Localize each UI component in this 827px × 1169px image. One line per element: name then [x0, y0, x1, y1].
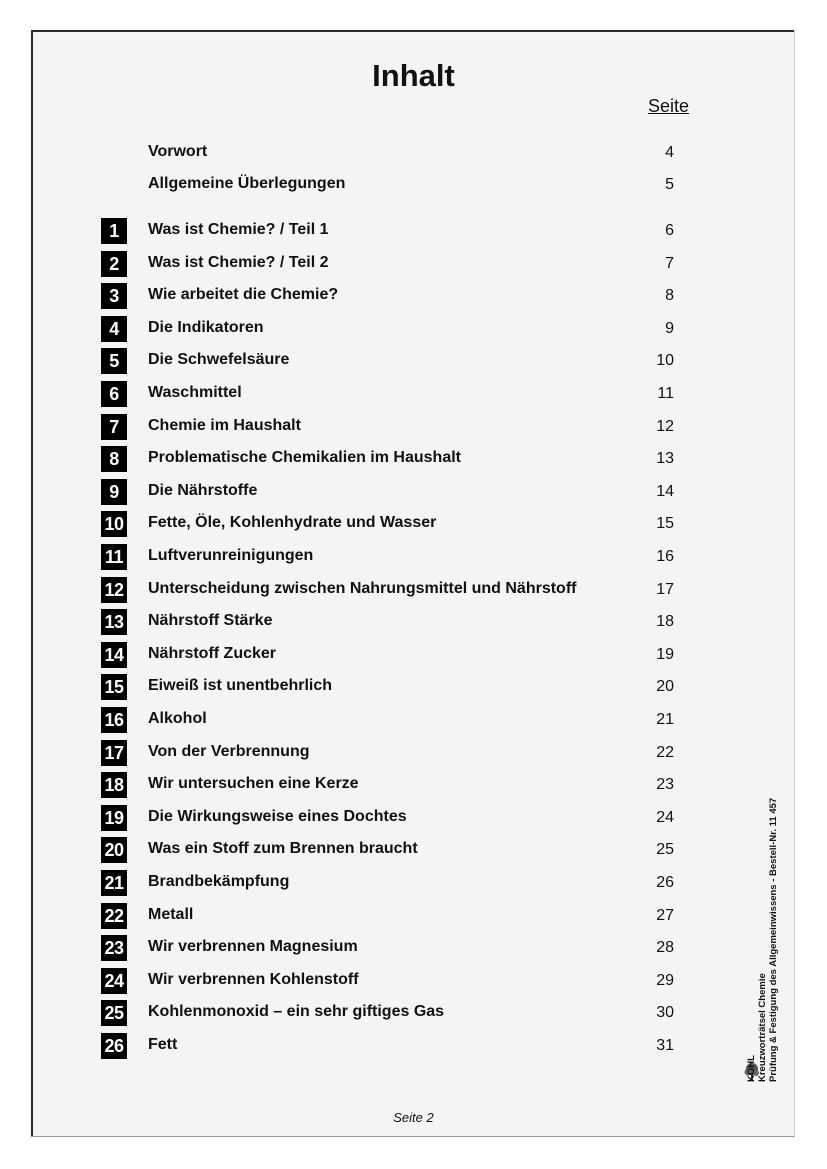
toc-entry-page: 20 — [656, 678, 674, 696]
toc-entry-title: Waschmittel — [148, 384, 242, 401]
toc-entry-title: Nährstoff Stärke — [148, 612, 273, 630]
toc-entry-title: Von der Verbrennung — [148, 742, 310, 760]
toc-entry — [0, 511, 827, 537]
toc-entry-page: 30 — [656, 1004, 674, 1022]
toc-entry — [0, 251, 827, 277]
side-note — [746, 702, 779, 1082]
toc-entry-page: 16 — [656, 548, 674, 565]
chapter-number-badge: 22 — [101, 903, 127, 929]
toc-entry-title: Eiweiß ist unentbehrlich — [148, 677, 333, 695]
toc-entry — [0, 870, 827, 896]
toc-entry — [0, 1000, 827, 1026]
toc-entry-title: Unterscheidung zwischen Nahrungsmittel und Nährstoff — [148, 579, 577, 597]
chapter-number-badge: 2 — [101, 251, 127, 277]
toc-entry-page: 8 — [665, 287, 674, 305]
page-edge-bottom — [31, 1136, 795, 1137]
chapter-number-badge: 3 — [101, 283, 127, 309]
toc-entry-page: 15 — [656, 515, 674, 533]
toc-entry-title: Chemie im Haushalt — [148, 416, 301, 434]
toc-entry-title: Wir untersuchen eine Kerze — [148, 775, 359, 793]
toc-entry — [0, 772, 827, 798]
page-title: Inhalt — [372, 58, 455, 93]
toc-entry-page: 28 — [656, 939, 674, 957]
page-column-header: Seite — [648, 96, 690, 116]
chapter-number-badge: 25 — [101, 1000, 127, 1026]
toc-entry — [0, 837, 827, 863]
toc-entry-page: 10 — [656, 352, 674, 370]
chapter-number-badge: 11 — [101, 544, 127, 570]
toc-entry — [0, 381, 827, 407]
chapter-number-badge: 21 — [101, 870, 127, 896]
toc-entry — [0, 544, 827, 570]
toc-entry-page: 12 — [656, 417, 674, 435]
toc-entry-page: 17 — [656, 580, 674, 598]
chapter-number-badge: 24 — [101, 968, 127, 994]
chapter-number-badge: 1 — [101, 218, 127, 244]
toc-entry-page: 27 — [656, 906, 674, 924]
chapter-number-badge: 7 — [101, 414, 127, 440]
toc-entry — [0, 707, 827, 733]
toc-entry-page: 6 — [665, 222, 674, 239]
toc-entry — [0, 316, 827, 342]
toc-entry-title: Die Schwefelsäure — [148, 351, 290, 369]
chapter-number-badge: 12 — [101, 577, 127, 603]
toc-entry — [0, 740, 827, 766]
toc-entry — [0, 1033, 827, 1059]
toc-entry-title: Problematische Chemikalien im Haushalt — [148, 449, 461, 467]
toc-entry-title: Alkohol — [148, 710, 207, 727]
side-note-line1: Kreuzworträtsel Chemie — [757, 973, 768, 1082]
chapter-number-badge: 18 — [101, 772, 127, 798]
chapter-number-badge: 4 — [101, 316, 127, 342]
toc-entry — [0, 348, 827, 374]
toc-entry-title: Die Nährstoffe — [148, 481, 258, 499]
chapter-number-badge: 16 — [101, 707, 127, 733]
toc-entry-title: Wir verbrennen Magnesium — [148, 938, 358, 956]
toc-entry-title: Was ein Stoff zum Brennen braucht — [148, 840, 418, 858]
toc-entry-title: Die Wirkungsweise eines Dochtes — [148, 807, 407, 825]
toc-entry — [0, 968, 827, 994]
toc-entry-page: 7 — [665, 254, 674, 272]
chapter-number-badge: 10 — [101, 511, 127, 537]
toc-entry-title: Was ist Chemie? / Teil 2 — [148, 253, 329, 271]
toc-entry-title: Luftverunreinigungen — [148, 547, 314, 564]
chapter-number-badge: 15 — [101, 674, 127, 700]
chapter-number-badge: 9 — [101, 479, 127, 505]
chapter-number-badge: 23 — [101, 935, 127, 961]
toc-entry-page: 5 — [665, 176, 674, 193]
toc-entry-page: 24 — [656, 808, 674, 826]
toc-entry-page: 25 — [656, 841, 674, 859]
toc-entry — [0, 283, 827, 309]
toc-entry-page: 18 — [656, 613, 674, 631]
toc-entry-title: Fett — [148, 1036, 178, 1053]
toc-entry — [0, 935, 827, 961]
chapter-number-badge: 19 — [101, 805, 127, 831]
toc-entry-title: Wie arbeitet die Chemie? — [148, 286, 339, 304]
toc-entry-title: Wir verbrennen Kohlenstoff — [148, 970, 359, 988]
toc-entry-page: 22 — [656, 743, 674, 761]
toc-entry — [0, 609, 827, 635]
toc-entry-title: Nährstoff Zucker — [148, 644, 277, 662]
toc-entry-page: 23 — [656, 776, 674, 794]
toc-entry — [0, 577, 827, 603]
toc-entry-title: Was ist Chemie? / Teil 1 — [148, 221, 329, 238]
toc-entry — [0, 479, 827, 505]
toc-entry — [0, 674, 827, 700]
toc-entry-page: 11 — [657, 385, 674, 402]
chapter-number-badge: 17 — [101, 740, 127, 766]
toc-intro-entry — [0, 172, 827, 198]
chapter-number-badge: 14 — [101, 642, 127, 668]
toc-entry-title: Allgemeine Überlegungen — [148, 175, 346, 192]
toc-intro-entry — [0, 140, 827, 166]
chapter-number-badge: 26 — [101, 1033, 127, 1059]
toc-entry — [0, 218, 827, 244]
side-note-line2: Prüfung & Festigung des Allgemeinwissens - Bestell-Nr. 11 457 — [768, 797, 779, 1082]
toc-entry-title: Brandbekämpfung — [148, 873, 290, 890]
toc-entry-page: 31 — [656, 1037, 674, 1054]
toc-entry-page: 29 — [656, 971, 674, 989]
toc-entry — [0, 446, 827, 472]
chapter-number-badge: 8 — [101, 446, 127, 472]
toc-entry-page: 4 — [665, 144, 674, 161]
chapter-number-badge: 5 — [101, 348, 127, 374]
publisher-name: KOHL — [746, 1055, 757, 1082]
toc-entry-title: Metall — [148, 905, 194, 923]
toc-entry — [0, 414, 827, 440]
toc-entry-title: Die Indikatoren — [148, 318, 264, 336]
toc-entry-page: 13 — [656, 450, 674, 468]
toc-entry-title: Kohlenmonoxid – ein sehr giftiges Gas — [148, 1003, 445, 1021]
toc-entry — [0, 903, 827, 929]
toc-entry-page: 19 — [656, 645, 674, 663]
page-footer: Seite 2 — [393, 1110, 434, 1125]
chapter-number-badge: 6 — [101, 381, 127, 407]
chapter-number-badge: 20 — [101, 837, 127, 863]
toc-entry-title: Vorwort — [148, 143, 208, 160]
toc-entry — [0, 805, 827, 831]
toc-entry-title: Fette, Öle, Kohlenhydrate und Wasser — [148, 514, 437, 532]
toc-entry-page: 9 — [665, 319, 674, 337]
toc-entry-page: 21 — [656, 711, 674, 728]
toc-entry-page: 14 — [656, 482, 674, 500]
toc-entry — [0, 642, 827, 668]
chapter-number-badge: 13 — [101, 609, 127, 635]
toc-entry-page: 26 — [656, 874, 674, 891]
